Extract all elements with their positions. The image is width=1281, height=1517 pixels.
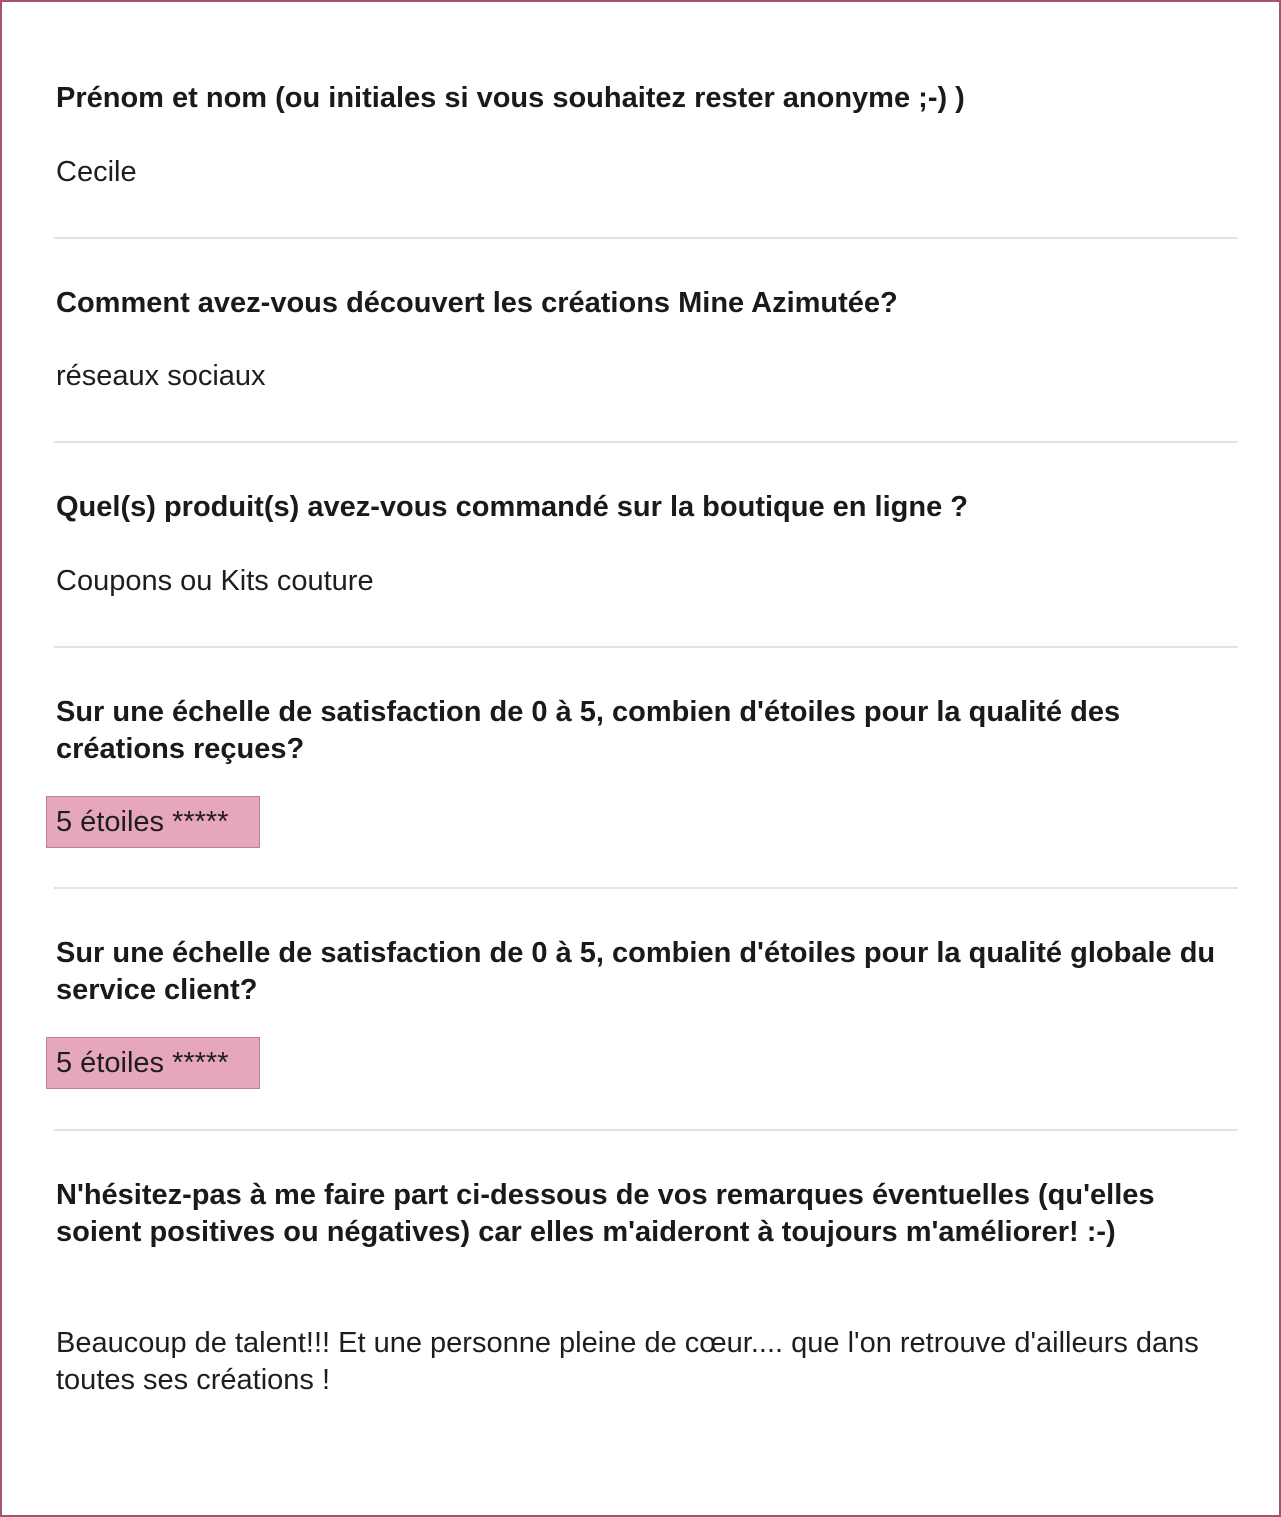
question-products: Quel(s) produit(s) avez-vous commandé sur la boutique en ligne ? <box>56 491 968 523</box>
divider <box>54 1129 1238 1131</box>
answer-name: Cecile <box>56 156 137 188</box>
question-name: Prénom et nom (ou initiales si vous souhaitez rester anonyme ;-) ) <box>56 82 965 114</box>
answer-products: Coupons ou Kits couture <box>56 565 374 597</box>
divider <box>54 237 1238 239</box>
question-service-quality: Sur une échelle de satisfaction de 0 à 5, combien d'étoiles pour la qualité globale du service client? <box>56 937 1216 1006</box>
answer-discovery: réseaux sociaux <box>56 360 266 392</box>
question-discovery: Comment avez-vous découvert les créations Mine Azimutée? <box>56 287 898 319</box>
answer-service-quality-highlight: 5 étoiles ***** <box>46 1037 260 1089</box>
answer-remarks: Beaucoup de talent!!! Et une personne pleine de cœur.... que l'on retrouve d'ailleurs dans toutes ses créations ! <box>56 1327 1199 1396</box>
question-creation-quality: Sur une échelle de satisfaction de 0 à 5, combien d'étoiles pour la qualité des créations reçues? <box>56 696 1121 765</box>
answer-creation-quality-highlight: 5 étoiles ***** <box>46 796 260 848</box>
divider <box>54 441 1238 443</box>
divider <box>54 887 1238 889</box>
question-remarks: N'hésitez-pas à me faire part ci-dessous de vos remarques éventuelles (qu'elles soient positives ou négatives) car elles m'aideront à toujours m'améliorer! :-) <box>56 1179 1155 1248</box>
divider <box>54 646 1238 648</box>
